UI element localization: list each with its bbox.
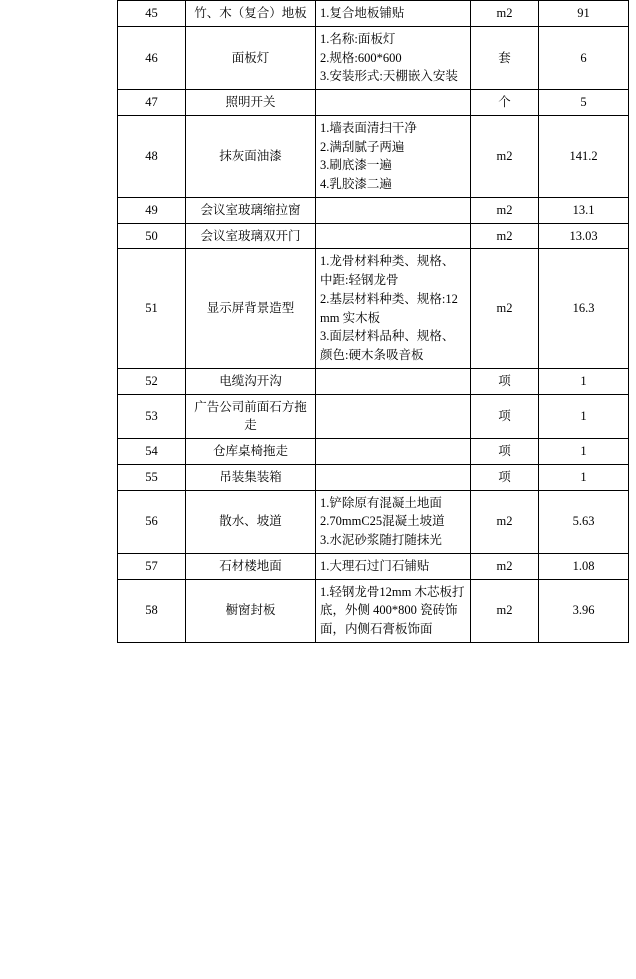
row-description-cell: [316, 1, 471, 27]
row-name-cell: 显示屏背景造型: [186, 249, 316, 369]
table-row: [118, 490, 629, 553]
row-description-cell: [316, 553, 471, 579]
row-quantity-cell: 13.03: [539, 223, 629, 249]
row-description-cell: [316, 394, 471, 439]
table-row: [118, 394, 629, 439]
table-row: [118, 223, 629, 249]
row-quantity-cell: 5.63: [539, 490, 629, 553]
description-line: 1.龙骨材料种类、规格、中距:轻钢龙骨: [320, 254, 455, 287]
row-unit-cell: 套: [471, 26, 539, 89]
row-name-cell: 电缆沟开沟: [186, 368, 316, 394]
row-description-cell: [316, 26, 471, 89]
description-line: 3.安装形式:天棚嵌入安装: [320, 69, 458, 84]
row-name-cell: 面板灯: [186, 26, 316, 89]
row-description-cell: [316, 90, 471, 116]
row-quantity-cell: 141.2: [539, 115, 629, 197]
row-description-cell: [316, 464, 471, 490]
row-quantity-cell: 16.3: [539, 249, 629, 369]
row-name-cell: 橱窗封板: [186, 579, 316, 642]
row-quantity-cell: 1: [539, 394, 629, 439]
table-row: [118, 553, 629, 579]
row-number-cell: 53: [118, 394, 186, 439]
table-row: [118, 439, 629, 465]
description-line: 1.轻钢龙骨12mm 木芯板打底，外侧 400*800 瓷砖饰面，内侧石膏板饰面: [320, 584, 465, 636]
row-description-cell: [316, 368, 471, 394]
row-quantity-cell: 1: [539, 368, 629, 394]
row-number-cell: 48: [118, 115, 186, 197]
row-number-cell: 54: [118, 439, 186, 465]
row-quantity-cell: 3.96: [539, 579, 629, 642]
row-unit-cell: 项: [471, 464, 539, 490]
table-row: [118, 197, 629, 223]
description-line: 1.墙表面清扫干净: [320, 120, 417, 135]
description-line: 2.规格:600*600: [320, 50, 402, 65]
row-number-cell: 45: [118, 1, 186, 27]
row-quantity-cell: 5: [539, 90, 629, 116]
row-name-cell: 仓库桌椅拖走: [186, 439, 316, 465]
row-number-cell: 50: [118, 223, 186, 249]
description-line: 3.刷底漆一遍: [320, 158, 392, 173]
row-unit-cell: m2: [471, 249, 539, 369]
row-number-cell: 47: [118, 90, 186, 116]
row-unit-cell: m2: [471, 223, 539, 249]
description-line: 3.面层材料品种、规格、颜色:硬木条吸音板: [320, 329, 455, 362]
row-unit-cell: 项: [471, 368, 539, 394]
table-row: [118, 90, 629, 116]
row-unit-cell: m2: [471, 197, 539, 223]
table-row: [118, 115, 629, 197]
row-quantity-cell: 13.1: [539, 197, 629, 223]
row-quantity-cell: 1.08: [539, 553, 629, 579]
row-number-cell: 58: [118, 579, 186, 642]
row-name-cell: 会议室玻璃缩拉窗: [186, 197, 316, 223]
table-row: [118, 26, 629, 89]
row-unit-cell: m2: [471, 1, 539, 27]
bill-of-quantities-table: [117, 0, 629, 643]
row-quantity-cell: 1: [539, 439, 629, 465]
description-line: 3.水泥砂浆随打随抹光: [320, 533, 442, 547]
row-description-cell: [316, 439, 471, 465]
row-description-cell: [316, 249, 471, 369]
row-unit-cell: m2: [471, 490, 539, 553]
row-number-cell: 46: [118, 26, 186, 89]
page-left-margin: [0, 0, 117, 979]
row-number-cell: 52: [118, 368, 186, 394]
row-unit-cell: m2: [471, 115, 539, 197]
row-number-cell: 49: [118, 197, 186, 223]
row-unit-cell: 项: [471, 439, 539, 465]
row-name-cell: 石材楼地面: [186, 553, 316, 579]
row-quantity-cell: 6: [539, 26, 629, 89]
row-number-cell: 55: [118, 464, 186, 490]
table-row: [118, 368, 629, 394]
row-number-cell: 51: [118, 249, 186, 369]
row-name-cell: 散水、坡道: [186, 490, 316, 553]
table-body: [118, 1, 629, 643]
row-number-cell: 57: [118, 553, 186, 579]
row-unit-cell: 项: [471, 394, 539, 439]
row-description-cell: [316, 197, 471, 223]
row-number-cell: 56: [118, 490, 186, 553]
description-line: 1.名称:面板灯: [320, 31, 396, 46]
table-row: [118, 1, 629, 27]
row-name-cell: 抹灰面油漆: [186, 115, 316, 197]
row-unit-cell: m2: [471, 553, 539, 579]
description-line: 1.复合地板铺贴: [320, 6, 405, 20]
description-line: 1.铲除原有混凝土地面: [320, 495, 442, 510]
row-description-cell: [316, 115, 471, 197]
row-name-cell: 照明开关: [186, 90, 316, 116]
description-line: 2.基层材料种类、规格:12mm 实木板: [320, 291, 458, 325]
row-name-cell: 广告公司前面石方拖走: [186, 394, 316, 439]
row-description-cell: [316, 579, 471, 642]
description-line: 2.70mmC25混凝土坡道: [320, 514, 445, 529]
row-description-cell: [316, 490, 471, 553]
row-quantity-cell: 91: [539, 1, 629, 27]
row-name-cell: 竹、木（复合）地板: [186, 1, 316, 27]
description-line: 4.乳胶漆二遍: [320, 177, 392, 191]
row-quantity-cell: 1: [539, 464, 629, 490]
row-unit-cell: 个: [471, 90, 539, 116]
row-name-cell: 会议室玻璃双开门: [186, 223, 316, 249]
table-row: [118, 464, 629, 490]
table-row: [118, 249, 629, 369]
row-name-cell: 吊装集装箱: [186, 464, 316, 490]
description-line: 2.满刮腻子两遍: [320, 139, 405, 154]
row-description-cell: [316, 223, 471, 249]
row-unit-cell: m2: [471, 579, 539, 642]
description-line: 1.大理石过门石铺贴: [320, 558, 430, 573]
table-row: [118, 579, 629, 642]
